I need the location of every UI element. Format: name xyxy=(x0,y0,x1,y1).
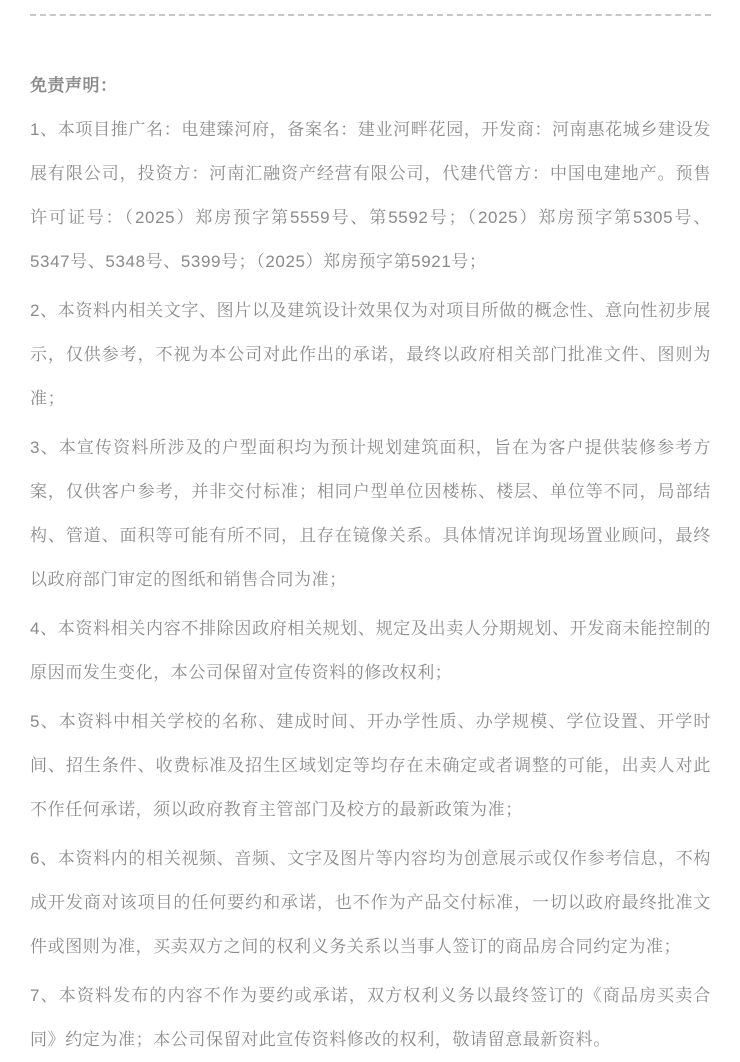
disclaimer-paragraph: 3、本宣传资料所涉及的户型面积均为预计规划建筑面积，旨在为客户提供装修参考方案，仅供客户参考，并非交付标准；相同户型单位因楼栋、楼层、单位等不同，局部结构、管道、面积等可能有所不同，且存在镜像关系。具体情况详询现场置业顾问，最终以政府部门审定的图纸和销售合同为准； xyxy=(30,438,711,589)
disclaimer-paragraph: 1、本项目推广名：电建臻河府，备案名：建业河畔花园，开发商：河南惠花城乡建设发展有限公司，投资方：河南汇融资产经营有限公司，代建代管方：中国电建地产。预售许可证号：（2025）郑房预字第5559号、第5592号；（2025）郑房预字第5305号、5347号、5348号、5399号；（2025）郑房预字第5921号； xyxy=(30,120,711,271)
disclaimer-body xyxy=(30,108,711,1062)
disclaimer-paragraph: 2、本资料内相关文字、图片以及建筑设计效果仅为对项目所做的概念性、意向性初步展示，仅供参考，不视为本公司对此作出的承诺，最终以政府相关部门批准文件、图则为准； xyxy=(30,301,711,408)
disclaimer-paragraph: 7、本资料发布的内容不作为要约或承诺，双方权利义务以最终签订的《商品房买卖合同》约定为准；本公司保留对此宣传资料修改的权利，敬请留意最新资料。 xyxy=(30,986,711,1049)
disclaimer-paragraph: 6、本资料内的相关视频、音频、文字及图片等内容均为创意展示或仅作参考信息，不构成开发商对该项目的任何要约和承诺，也不作为产品交付标准，一切以政府最终批准文件或图则为准，买卖双方之间的权利义务关系以当事人签订的商品房合同约定为准； xyxy=(30,849,711,956)
dashed-divider xyxy=(30,14,711,16)
disclaimer-paragraph: 5、本资料中相关学校的名称、建成时间、开办学性质、办学规模、学位设置、开学时间、招生条件、收费标准及招生区域划定等均存在未确定或者调整的可能，出卖人对此不作任何承诺，须以政府教育主管部门及校方的最新政策为准； xyxy=(30,712,711,819)
disclaimer-heading: 免责声明： xyxy=(30,76,118,95)
disclaimer-paragraph: 4、本资料相关内容不排除因政府相关规划、规定及出卖人分期规划、开发商未能控制的原因而发生变化，本公司保留对宣传资料的修改权利； xyxy=(30,619,711,682)
